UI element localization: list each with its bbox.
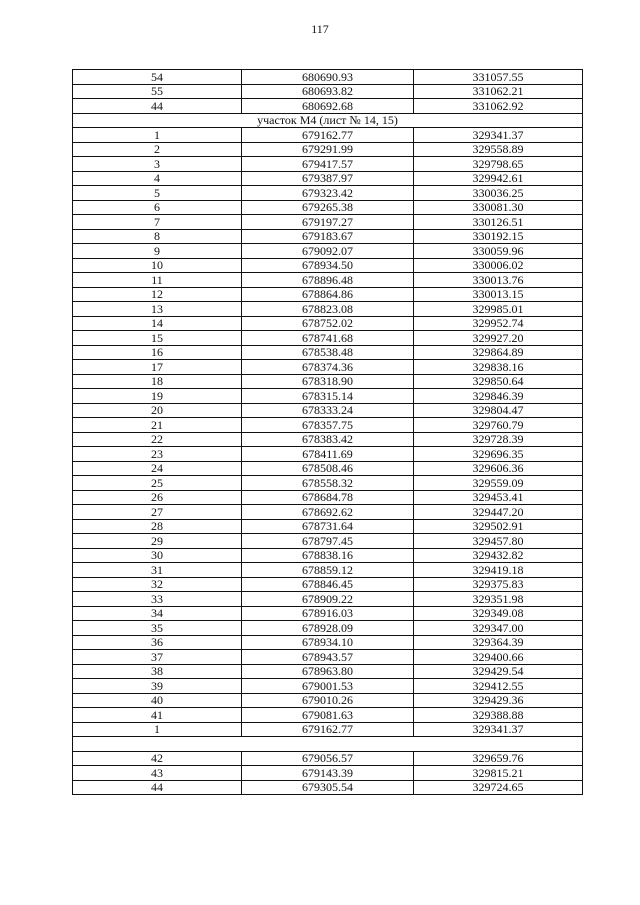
x-coordinate-cell: 680692.68 bbox=[242, 99, 414, 114]
table-row bbox=[73, 171, 583, 186]
table-row bbox=[73, 302, 583, 317]
point-number-cell: 34 bbox=[73, 606, 242, 621]
y-coordinate-cell: 329942.61 bbox=[414, 171, 583, 186]
table-row bbox=[73, 345, 583, 360]
x-coordinate-cell: 679323.42 bbox=[242, 186, 414, 201]
table-row bbox=[73, 606, 583, 621]
x-coordinate-cell: 678411.69 bbox=[242, 447, 414, 462]
x-coordinate-cell: 678846.45 bbox=[242, 577, 414, 592]
y-coordinate-cell: 329388.88 bbox=[414, 708, 583, 723]
x-coordinate-cell: 679010.26 bbox=[242, 693, 414, 708]
point-number-cell: 20 bbox=[73, 403, 242, 418]
x-coordinate-cell: 679162.77 bbox=[242, 722, 414, 737]
table-row bbox=[73, 766, 583, 781]
y-coordinate-cell: 329659.76 bbox=[414, 751, 583, 766]
page-number: 117 bbox=[311, 22, 329, 36]
y-coordinate-cell: 329453.41 bbox=[414, 490, 583, 505]
x-coordinate-cell: 678963.80 bbox=[242, 664, 414, 679]
x-coordinate-cell: 680693.82 bbox=[242, 84, 414, 99]
y-coordinate-cell: 329815.21 bbox=[414, 766, 583, 781]
x-coordinate-cell: 678741.68 bbox=[242, 331, 414, 346]
point-number-cell: 54 bbox=[73, 70, 242, 85]
y-coordinate-cell: 329419.18 bbox=[414, 563, 583, 578]
point-number-cell: 12 bbox=[73, 287, 242, 302]
point-number-cell: 35 bbox=[73, 621, 242, 636]
x-coordinate-cell: 678357.75 bbox=[242, 418, 414, 433]
y-coordinate-cell: 330013.15 bbox=[414, 287, 583, 302]
point-number-cell: 39 bbox=[73, 679, 242, 694]
y-coordinate-cell: 329375.83 bbox=[414, 577, 583, 592]
y-coordinate-cell: 329341.37 bbox=[414, 128, 583, 143]
point-number-cell: 44 bbox=[73, 780, 242, 795]
x-coordinate-cell: 679081.63 bbox=[242, 708, 414, 723]
table-row bbox=[73, 142, 583, 157]
table-row bbox=[73, 360, 583, 375]
point-number-cell: 22 bbox=[73, 432, 242, 447]
y-coordinate-cell: 329838.16 bbox=[414, 360, 583, 375]
y-coordinate-cell: 329364.39 bbox=[414, 635, 583, 650]
y-coordinate-cell: 330081.30 bbox=[414, 200, 583, 215]
x-coordinate-cell: 678838.16 bbox=[242, 548, 414, 563]
table-row bbox=[73, 186, 583, 201]
y-coordinate-cell: 329429.36 bbox=[414, 693, 583, 708]
point-number-cell: 41 bbox=[73, 708, 242, 723]
y-coordinate-cell: 329349.08 bbox=[414, 606, 583, 621]
x-coordinate-cell: 679001.53 bbox=[242, 679, 414, 694]
y-coordinate-cell: 329429.54 bbox=[414, 664, 583, 679]
y-coordinate-cell: 329558.89 bbox=[414, 142, 583, 157]
x-coordinate-cell: 679305.54 bbox=[242, 780, 414, 795]
table-row bbox=[73, 780, 583, 795]
table-row bbox=[73, 215, 583, 230]
point-number-cell: 27 bbox=[73, 505, 242, 520]
point-number-cell: 26 bbox=[73, 490, 242, 505]
table-row bbox=[73, 447, 583, 462]
section-header-row bbox=[73, 113, 583, 128]
table-row bbox=[73, 229, 583, 244]
table-row bbox=[73, 650, 583, 665]
point-number-cell: 32 bbox=[73, 577, 242, 592]
x-coordinate-cell: 678934.50 bbox=[242, 258, 414, 273]
y-coordinate-cell: 329760.79 bbox=[414, 418, 583, 433]
table-row bbox=[73, 432, 583, 447]
point-number-cell: 19 bbox=[73, 389, 242, 404]
x-coordinate-cell: 679265.38 bbox=[242, 200, 414, 215]
point-number-cell: 7 bbox=[73, 215, 242, 230]
blank-cell bbox=[73, 737, 583, 752]
y-coordinate-cell: 329952.74 bbox=[414, 316, 583, 331]
point-number-cell: 38 bbox=[73, 664, 242, 679]
x-coordinate-cell: 678558.32 bbox=[242, 476, 414, 491]
x-coordinate-cell: 679197.27 bbox=[242, 215, 414, 230]
y-coordinate-cell: 329728.39 bbox=[414, 432, 583, 447]
x-coordinate-cell: 678916.03 bbox=[242, 606, 414, 621]
x-coordinate-cell: 679291.99 bbox=[242, 142, 414, 157]
table-row bbox=[73, 273, 583, 288]
point-number-cell: 33 bbox=[73, 592, 242, 607]
point-number-cell: 28 bbox=[73, 519, 242, 534]
point-number-cell: 5 bbox=[73, 186, 242, 201]
table-row bbox=[73, 563, 583, 578]
point-number-cell: 36 bbox=[73, 635, 242, 650]
x-coordinate-cell: 679056.57 bbox=[242, 751, 414, 766]
point-number-cell: 24 bbox=[73, 461, 242, 476]
point-number-cell: 10 bbox=[73, 258, 242, 273]
table-row bbox=[73, 157, 583, 172]
section-title: участок М4 (лист № 14, 15) bbox=[73, 113, 583, 128]
y-coordinate-cell: 330059.96 bbox=[414, 244, 583, 259]
y-coordinate-cell: 329696.35 bbox=[414, 447, 583, 462]
y-coordinate-cell: 330006.02 bbox=[414, 258, 583, 273]
y-coordinate-cell: 329927.20 bbox=[414, 331, 583, 346]
y-coordinate-cell: 329351.98 bbox=[414, 592, 583, 607]
x-coordinate-cell: 678752.02 bbox=[242, 316, 414, 331]
point-number-cell: 16 bbox=[73, 345, 242, 360]
y-coordinate-cell: 329850.64 bbox=[414, 374, 583, 389]
table-row bbox=[73, 679, 583, 694]
table-row bbox=[73, 287, 583, 302]
table-row bbox=[73, 244, 583, 259]
table-row bbox=[73, 490, 583, 505]
table-row bbox=[73, 476, 583, 491]
table-row bbox=[73, 505, 583, 520]
y-coordinate-cell: 329347.00 bbox=[414, 621, 583, 636]
table-row bbox=[73, 128, 583, 143]
y-coordinate-cell: 330126.51 bbox=[414, 215, 583, 230]
x-coordinate-cell: 678797.45 bbox=[242, 534, 414, 549]
table-row bbox=[73, 374, 583, 389]
point-number-cell: 6 bbox=[73, 200, 242, 215]
point-number-cell: 55 bbox=[73, 84, 242, 99]
table-row bbox=[73, 99, 583, 114]
table-row bbox=[73, 548, 583, 563]
x-coordinate-cell: 678859.12 bbox=[242, 563, 414, 578]
x-coordinate-cell: 678318.90 bbox=[242, 374, 414, 389]
point-number-cell: 1 bbox=[73, 722, 242, 737]
x-coordinate-cell: 678692.62 bbox=[242, 505, 414, 520]
point-number-cell: 29 bbox=[73, 534, 242, 549]
x-coordinate-cell: 678684.78 bbox=[242, 490, 414, 505]
x-coordinate-cell: 678731.64 bbox=[242, 519, 414, 534]
y-coordinate-cell: 329502.91 bbox=[414, 519, 583, 534]
table-row bbox=[73, 534, 583, 549]
x-coordinate-cell: 678896.48 bbox=[242, 273, 414, 288]
table-row bbox=[73, 200, 583, 215]
table-row bbox=[73, 592, 583, 607]
y-coordinate-cell: 329447.20 bbox=[414, 505, 583, 520]
table-row bbox=[73, 389, 583, 404]
point-number-cell: 23 bbox=[73, 447, 242, 462]
y-coordinate-cell: 329412.55 bbox=[414, 679, 583, 694]
point-number-cell: 2 bbox=[73, 142, 242, 157]
point-number-cell: 25 bbox=[73, 476, 242, 491]
point-number-cell: 44 bbox=[73, 99, 242, 114]
point-number-cell: 3 bbox=[73, 157, 242, 172]
point-number-cell: 8 bbox=[73, 229, 242, 244]
table-row bbox=[73, 664, 583, 679]
y-coordinate-cell: 329804.47 bbox=[414, 403, 583, 418]
x-coordinate-cell: 679092.07 bbox=[242, 244, 414, 259]
y-coordinate-cell: 329457.80 bbox=[414, 534, 583, 549]
x-coordinate-cell: 678315.14 bbox=[242, 389, 414, 404]
y-coordinate-cell: 329798.65 bbox=[414, 157, 583, 172]
point-number-cell: 30 bbox=[73, 548, 242, 563]
table-row bbox=[73, 316, 583, 331]
x-coordinate-cell: 680690.93 bbox=[242, 70, 414, 85]
x-coordinate-cell: 679162.77 bbox=[242, 128, 414, 143]
y-coordinate-cell: 329341.37 bbox=[414, 722, 583, 737]
y-coordinate-cell: 329559.09 bbox=[414, 476, 583, 491]
point-number-cell: 21 bbox=[73, 418, 242, 433]
y-coordinate-cell: 329400.66 bbox=[414, 650, 583, 665]
point-number-cell: 13 bbox=[73, 302, 242, 317]
y-coordinate-cell: 331062.21 bbox=[414, 84, 583, 99]
y-coordinate-cell: 331062.92 bbox=[414, 99, 583, 114]
y-coordinate-cell: 329985.01 bbox=[414, 302, 583, 317]
y-coordinate-cell: 330036.25 bbox=[414, 186, 583, 201]
table-row bbox=[73, 70, 583, 85]
point-number-cell: 43 bbox=[73, 766, 242, 781]
table-row bbox=[73, 84, 583, 99]
table-row bbox=[73, 708, 583, 723]
table-row bbox=[73, 693, 583, 708]
table-row bbox=[73, 722, 583, 737]
table-row bbox=[73, 635, 583, 650]
x-coordinate-cell: 679183.67 bbox=[242, 229, 414, 244]
x-coordinate-cell: 678934.10 bbox=[242, 635, 414, 650]
y-coordinate-cell: 330192.15 bbox=[414, 229, 583, 244]
y-coordinate-cell: 329724.65 bbox=[414, 780, 583, 795]
table-row bbox=[73, 621, 583, 636]
table-row bbox=[73, 331, 583, 346]
y-coordinate-cell: 329864.89 bbox=[414, 345, 583, 360]
point-number-cell: 4 bbox=[73, 171, 242, 186]
coordinates-table bbox=[72, 69, 583, 795]
point-number-cell: 31 bbox=[73, 563, 242, 578]
y-coordinate-cell: 330013.76 bbox=[414, 273, 583, 288]
x-coordinate-cell: 678538.48 bbox=[242, 345, 414, 360]
point-number-cell: 1 bbox=[73, 128, 242, 143]
x-coordinate-cell: 679417.57 bbox=[242, 157, 414, 172]
table-row bbox=[73, 751, 583, 766]
table-row bbox=[73, 461, 583, 476]
y-coordinate-cell: 329846.39 bbox=[414, 389, 583, 404]
x-coordinate-cell: 678508.46 bbox=[242, 461, 414, 476]
coordinates-table-body bbox=[73, 70, 583, 795]
y-coordinate-cell: 331057.55 bbox=[414, 70, 583, 85]
point-number-cell: 17 bbox=[73, 360, 242, 375]
x-coordinate-cell: 678383.42 bbox=[242, 432, 414, 447]
point-number-cell: 40 bbox=[73, 693, 242, 708]
table-row bbox=[73, 258, 583, 273]
point-number-cell: 37 bbox=[73, 650, 242, 665]
x-coordinate-cell: 679143.39 bbox=[242, 766, 414, 781]
y-coordinate-cell: 329432.82 bbox=[414, 548, 583, 563]
x-coordinate-cell: 678909.22 bbox=[242, 592, 414, 607]
x-coordinate-cell: 678943.57 bbox=[242, 650, 414, 665]
point-number-cell: 14 bbox=[73, 316, 242, 331]
x-coordinate-cell: 679387.97 bbox=[242, 171, 414, 186]
y-coordinate-cell: 329606.36 bbox=[414, 461, 583, 476]
x-coordinate-cell: 678823.08 bbox=[242, 302, 414, 317]
point-number-cell: 11 bbox=[73, 273, 242, 288]
point-number-cell: 18 bbox=[73, 374, 242, 389]
x-coordinate-cell: 678928.09 bbox=[242, 621, 414, 636]
table-row bbox=[73, 403, 583, 418]
table-row bbox=[73, 577, 583, 592]
point-number-cell: 15 bbox=[73, 331, 242, 346]
x-coordinate-cell: 678864.86 bbox=[242, 287, 414, 302]
table-row bbox=[73, 519, 583, 534]
x-coordinate-cell: 678333.24 bbox=[242, 403, 414, 418]
x-coordinate-cell: 678374.36 bbox=[242, 360, 414, 375]
point-number-cell: 9 bbox=[73, 244, 242, 259]
table-row bbox=[73, 418, 583, 433]
blank-separator-row bbox=[73, 737, 583, 752]
point-number-cell: 42 bbox=[73, 751, 242, 766]
